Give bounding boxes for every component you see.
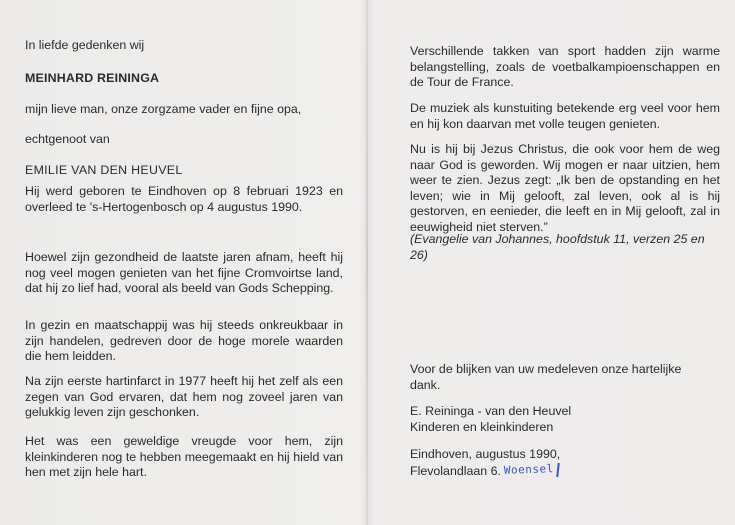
sport-paragraph: Verschillende takken van sport hadden zijn warme belangstelling, zoals de voetbalkampioenschappen en de Tour de France. [410,44,720,90]
family-paragraph: In gezin en maatschappij was hij steeds onkreukbaar in zijn handelen, gedreven door de hoge morele waarden die hem leidden. [25,318,343,364]
deceased-name: MEINHARD REININGA [25,71,160,85]
handwritten-stroke [557,463,560,477]
spouse-name: EMILIE VAN DEN HEUVEL [25,163,183,177]
place-date: Eindhoven, augustus 1990, [410,447,561,461]
signature-family: E. Reininga - van den Heuvel [410,404,572,418]
address-line [410,463,559,480]
handwritten-note: Woensel [504,462,555,477]
health-paragraph: Hoewel zijn gezondheid de laatste jaren afnam, heeft hij nog veel mogen genieten van het fijne Cromvoirtse land, dat hij zo lief had, vooral als beeld van Gods Schepping. [25,250,343,296]
bible-citation: (Evangelie van Johannes, hoofdstuk 11, verzen 25 en 26) [410,232,705,262]
joy-paragraph: Het was een geweldige vreugde voor hem, zijn kleinkinderen nog te hebben meegemaakt en hij hield van hen met zijn hele hart. [25,434,343,480]
card-fold [366,0,368,525]
address-text: Flevolandlaan 6. [410,464,501,478]
spouse-label: echtgenoot van [25,132,110,146]
music-paragraph: De muziek als kunstuiting betekende erg veel voor hem en hij kon daarvan met volle teugen genieten. [410,101,720,131]
intro-text: In liefde gedenken wij [25,38,145,52]
signature-kids: Kinderen en kleinkinderen [410,420,554,434]
relation-text: mijn lieve man, onze zorgzame vader en fijne opa, [25,102,302,116]
thanks-text: Voor de blijken van uw medeleven onze hartelijke dank. [410,362,682,392]
birth-paragraph: Hij werd geboren te Eindhoven op 8 februari 1923 en overleed te 's-Hertogenbosch op 4 augustus 1990. [25,184,343,214]
faith-paragraph: Nu is hij bij Jezus Christus, die ook voor hem de weg naar God is geworden. Wij mogen er naar uitzien, hem weer te zien. Jezus zegt: „Ik ben de opstanding en het leven; wie in Mij gelooft, zal leven, ook al is hij gestorven, en eenieder, die leeft en in Mij gelooft, zal in eeuwigheid niet sterven.” [410,142,720,234]
heart-paragraph: Na zijn eerste hartinfarct in 1977 heeft hij het zelf als een zegen van God ervaren, dat hem nog zoveel jaren van gelukkig leven zijn geschonken. [25,374,343,420]
